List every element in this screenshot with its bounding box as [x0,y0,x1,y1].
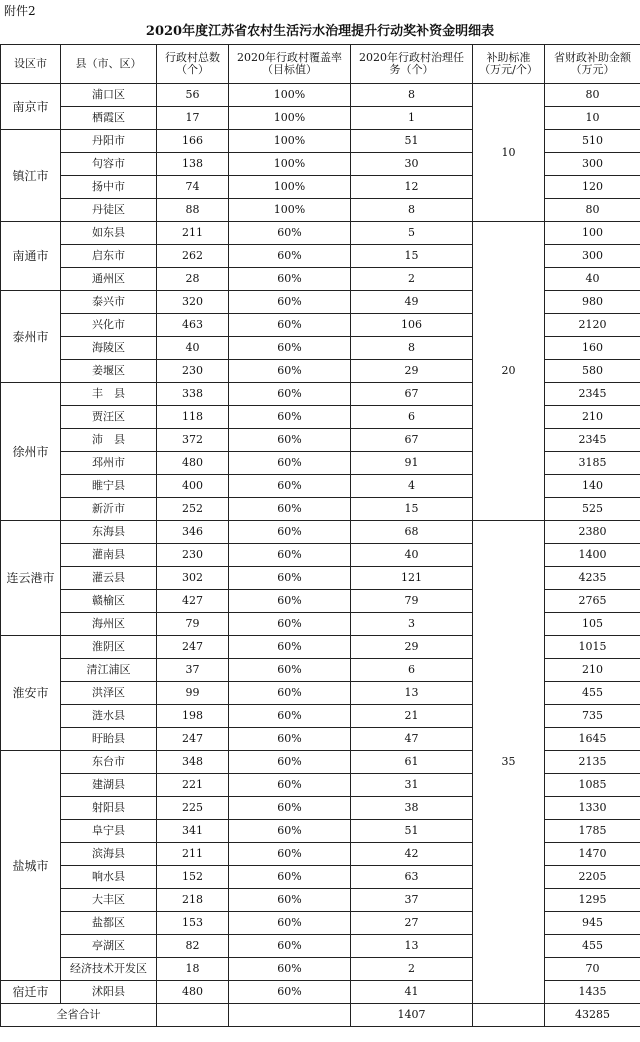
table-row [1,705,640,728]
coverage-cell: 60% [229,360,351,383]
coverage-cell: 60% [229,981,351,1004]
fund-cell: 300 [545,245,640,268]
city-cell: 南通市 [1,222,61,291]
county-cell: 灌南县 [61,544,157,567]
fund-cell: 70 [545,958,640,981]
county-cell: 海州区 [61,613,157,636]
table-row [1,176,640,199]
villages-cell: 56 [157,84,229,107]
coverage-cell: 60% [229,705,351,728]
coverage-cell: 60% [229,843,351,866]
header-task-line2: 务（个） [389,63,434,76]
fund-cell: 210 [545,659,640,682]
table-row [1,130,640,153]
task-cell: 4 [351,475,473,498]
county-cell: 大丰区 [61,889,157,912]
villages-cell: 40 [157,337,229,360]
villages-cell: 211 [157,843,229,866]
county-cell: 盱眙县 [61,728,157,751]
header-fund [545,45,640,84]
header-coverage [229,45,351,84]
fund-cell: 40 [545,268,640,291]
table-row [1,981,640,1004]
fund-cell: 80 [545,84,640,107]
task-cell: 37 [351,889,473,912]
table-row [1,153,640,176]
header-city: 设区市 [1,45,61,84]
task-cell: 67 [351,429,473,452]
table-row [1,774,640,797]
coverage-cell: 60% [229,751,351,774]
table-row [1,245,640,268]
fund-cell: 2765 [545,590,640,613]
total-label: 全省合计 [1,1004,157,1027]
fund-cell: 1470 [545,843,640,866]
table-row [1,613,640,636]
fund-cell: 735 [545,705,640,728]
table-row [1,498,640,521]
table-row [1,383,640,406]
total-row [1,1004,640,1027]
coverage-cell: 100% [229,153,351,176]
fund-cell: 1085 [545,774,640,797]
task-cell: 63 [351,866,473,889]
task-cell: 3 [351,613,473,636]
header-standard-line1: 补助标准 [486,51,531,64]
fund-cell: 80 [545,199,640,222]
fund-cell: 1400 [545,544,640,567]
villages-cell: 152 [157,866,229,889]
county-cell: 响水县 [61,866,157,889]
fund-cell: 105 [545,613,640,636]
table-row [1,107,640,130]
fund-cell: 4235 [545,567,640,590]
villages-cell: 74 [157,176,229,199]
coverage-cell: 60% [229,475,351,498]
villages-cell: 338 [157,383,229,406]
fund-cell: 100 [545,222,640,245]
fund-cell: 2345 [545,429,640,452]
coverage-cell: 100% [229,107,351,130]
coverage-cell: 60% [229,544,351,567]
fund-cell: 580 [545,360,640,383]
fund-cell: 1330 [545,797,640,820]
city-cell: 镇江市 [1,130,61,222]
fund-cell: 300 [545,153,640,176]
villages-cell: 18 [157,958,229,981]
task-cell: 40 [351,544,473,567]
fund-cell: 1785 [545,820,640,843]
total-coverage [229,1004,351,1027]
villages-cell: 372 [157,429,229,452]
coverage-cell: 60% [229,498,351,521]
coverage-cell: 60% [229,774,351,797]
villages-cell: 218 [157,889,229,912]
villages-cell: 262 [157,245,229,268]
city-cell: 盐城市 [1,751,61,981]
task-cell: 61 [351,751,473,774]
villages-cell: 341 [157,820,229,843]
county-cell: 海陵区 [61,337,157,360]
county-cell: 赣榆区 [61,590,157,613]
task-cell: 12 [351,176,473,199]
task-cell: 42 [351,843,473,866]
villages-cell: 230 [157,360,229,383]
task-cell: 5 [351,222,473,245]
county-cell: 经济技术开发区 [61,958,157,981]
fund-cell: 525 [545,498,640,521]
task-cell: 68 [351,521,473,544]
county-cell: 滨海县 [61,843,157,866]
task-cell: 51 [351,820,473,843]
total-task: 1407 [351,1004,473,1027]
standard-cell: 20 [473,222,545,521]
villages-cell: 17 [157,107,229,130]
table-row [1,866,640,889]
fund-cell: 1015 [545,636,640,659]
table-row [1,222,640,245]
coverage-cell: 60% [229,659,351,682]
header-county: 县（市、区） [61,45,157,84]
header-coverage-line1: 2020年行政村覆盖率 [237,51,342,64]
task-cell: 29 [351,636,473,659]
table-row [1,636,640,659]
coverage-cell: 60% [229,429,351,452]
coverage-cell: 60% [229,222,351,245]
table-row [1,751,640,774]
villages-cell: 211 [157,222,229,245]
table-row [1,429,640,452]
fund-cell: 2380 [545,521,640,544]
fund-cell: 1645 [545,728,640,751]
fund-cell: 980 [545,291,640,314]
table-row [1,820,640,843]
county-cell: 句容市 [61,153,157,176]
fund-cell: 140 [545,475,640,498]
task-cell: 6 [351,406,473,429]
header-villages [157,45,229,84]
county-cell: 亭湖区 [61,935,157,958]
task-cell: 15 [351,498,473,521]
villages-cell: 88 [157,199,229,222]
county-cell: 灌云县 [61,567,157,590]
villages-cell: 198 [157,705,229,728]
coverage-cell: 60% [229,268,351,291]
task-cell: 67 [351,383,473,406]
county-cell: 涟水县 [61,705,157,728]
total-villages [157,1004,229,1027]
coverage-cell: 60% [229,912,351,935]
villages-cell: 400 [157,475,229,498]
county-cell: 栖霞区 [61,107,157,130]
fund-cell: 2135 [545,751,640,774]
county-cell: 泰兴市 [61,291,157,314]
task-cell: 8 [351,337,473,360]
task-cell: 27 [351,912,473,935]
task-cell: 15 [351,245,473,268]
county-cell: 沭阳县 [61,981,157,1004]
city-cell: 连云港市 [1,521,61,636]
coverage-cell: 60% [229,245,351,268]
villages-cell: 79 [157,613,229,636]
villages-cell: 346 [157,521,229,544]
villages-cell: 230 [157,544,229,567]
coverage-cell: 60% [229,521,351,544]
table-row [1,590,640,613]
task-cell: 38 [351,797,473,820]
villages-cell: 166 [157,130,229,153]
county-cell: 兴化市 [61,314,157,337]
coverage-cell: 60% [229,383,351,406]
villages-cell: 480 [157,452,229,475]
task-cell: 8 [351,199,473,222]
coverage-cell: 60% [229,889,351,912]
county-cell: 清江浦区 [61,659,157,682]
header-villages-line2: （个） [176,63,209,76]
task-cell: 13 [351,682,473,705]
county-cell: 扬中市 [61,176,157,199]
task-cell: 2 [351,958,473,981]
task-cell: 41 [351,981,473,1004]
table-row [1,84,640,107]
villages-cell: 138 [157,153,229,176]
county-cell: 通州区 [61,268,157,291]
fund-cell: 1295 [545,889,640,912]
fund-cell: 2345 [545,383,640,406]
task-cell: 30 [351,153,473,176]
table-row [1,521,640,544]
county-cell: 启东市 [61,245,157,268]
coverage-cell: 60% [229,728,351,751]
total-fund: 43285 [545,1004,640,1027]
table-row [1,912,640,935]
coverage-cell: 60% [229,866,351,889]
county-cell: 新沂市 [61,498,157,521]
header-fund-line2: （万元） [570,63,615,76]
header-fund-line1: 省财政补助金额 [554,51,631,64]
city-cell: 南京市 [1,84,61,130]
fund-cell: 3185 [545,452,640,475]
coverage-cell: 60% [229,613,351,636]
fund-cell: 2120 [545,314,640,337]
table-row [1,406,640,429]
coverage-cell: 60% [229,935,351,958]
county-cell: 丹徒区 [61,199,157,222]
fund-cell: 455 [545,682,640,705]
villages-cell: 118 [157,406,229,429]
county-cell: 邳州市 [61,452,157,475]
task-cell: 79 [351,590,473,613]
table-row [1,682,640,705]
fund-cell: 210 [545,406,640,429]
county-cell: 沛 县 [61,429,157,452]
table-row [1,958,640,981]
task-cell: 2 [351,268,473,291]
table-body [1,84,640,1027]
county-cell: 东台市 [61,751,157,774]
table-row [1,337,640,360]
county-cell: 洪泽区 [61,682,157,705]
coverage-cell: 60% [229,682,351,705]
county-cell: 淮阴区 [61,636,157,659]
county-cell: 贾汪区 [61,406,157,429]
header-villages-line1: 行政村总数 [165,51,220,64]
county-cell: 如东县 [61,222,157,245]
task-cell: 31 [351,774,473,797]
task-cell: 121 [351,567,473,590]
coverage-cell: 60% [229,567,351,590]
task-cell: 49 [351,291,473,314]
header-standard-line2: （万元/个） [479,63,538,76]
county-cell: 丰 县 [61,383,157,406]
table-row [1,475,640,498]
annex-label: 附件2 [4,4,36,18]
city-cell: 淮安市 [1,636,61,751]
villages-cell: 463 [157,314,229,337]
table-row [1,843,640,866]
table-row [1,659,640,682]
coverage-cell: 60% [229,291,351,314]
county-cell: 盐都区 [61,912,157,935]
villages-cell: 153 [157,912,229,935]
villages-cell: 82 [157,935,229,958]
villages-cell: 99 [157,682,229,705]
header-task-line1: 2020年行政村治理任 [359,51,464,64]
coverage-cell: 60% [229,958,351,981]
villages-cell: 28 [157,268,229,291]
standard-cell: 10 [473,84,545,222]
coverage-cell: 100% [229,199,351,222]
villages-cell: 348 [157,751,229,774]
table-row [1,728,640,751]
task-cell: 29 [351,360,473,383]
subsidy-table [0,44,640,1027]
coverage-cell: 60% [229,406,351,429]
city-cell: 徐州市 [1,383,61,521]
table-row [1,314,640,337]
fund-cell: 945 [545,912,640,935]
task-cell: 51 [351,130,473,153]
coverage-cell: 60% [229,590,351,613]
villages-cell: 427 [157,590,229,613]
table-row [1,452,640,475]
villages-cell: 247 [157,728,229,751]
header-row [1,45,640,84]
villages-cell: 320 [157,291,229,314]
villages-cell: 225 [157,797,229,820]
coverage-cell: 100% [229,84,351,107]
county-cell: 射阳县 [61,797,157,820]
fund-cell: 1435 [545,981,640,1004]
county-cell: 东海县 [61,521,157,544]
county-cell: 姜堰区 [61,360,157,383]
coverage-cell: 100% [229,130,351,153]
villages-cell: 247 [157,636,229,659]
task-cell: 47 [351,728,473,751]
coverage-cell: 100% [229,176,351,199]
county-cell: 丹阳市 [61,130,157,153]
coverage-cell: 60% [229,797,351,820]
table-row [1,291,640,314]
coverage-cell: 60% [229,636,351,659]
villages-cell: 480 [157,981,229,1004]
table-row [1,199,640,222]
county-cell: 建湖县 [61,774,157,797]
table-row [1,360,640,383]
standard-cell: 35 [473,521,545,1004]
total-standard [473,1004,545,1027]
task-cell: 91 [351,452,473,475]
fund-cell: 120 [545,176,640,199]
fund-cell: 510 [545,130,640,153]
fund-cell: 455 [545,935,640,958]
table-row [1,544,640,567]
task-cell: 1 [351,107,473,130]
fund-cell: 10 [545,107,640,130]
villages-cell: 37 [157,659,229,682]
county-cell: 睢宁县 [61,475,157,498]
fund-cell: 160 [545,337,640,360]
table-row [1,889,640,912]
page-title: 2020年度江苏省农村生活污水治理提升行动奖补资金明细表 [145,24,495,39]
table-row [1,935,640,958]
header-task [351,45,473,84]
fund-cell: 2205 [545,866,640,889]
city-cell: 宿迁市 [1,981,61,1004]
villages-cell: 252 [157,498,229,521]
task-cell: 8 [351,84,473,107]
county-cell: 浦口区 [61,84,157,107]
task-cell: 6 [351,659,473,682]
coverage-cell: 60% [229,314,351,337]
coverage-cell: 60% [229,337,351,360]
villages-cell: 302 [157,567,229,590]
county-cell: 阜宁县 [61,820,157,843]
villages-cell: 221 [157,774,229,797]
header-standard [473,45,545,84]
table-row [1,268,640,291]
task-cell: 13 [351,935,473,958]
coverage-cell: 60% [229,452,351,475]
city-cell: 泰州市 [1,291,61,383]
table-row [1,567,640,590]
table-row [1,797,640,820]
task-cell: 21 [351,705,473,728]
task-cell: 106 [351,314,473,337]
header-coverage-line2: （目标值） [262,63,317,76]
coverage-cell: 60% [229,820,351,843]
